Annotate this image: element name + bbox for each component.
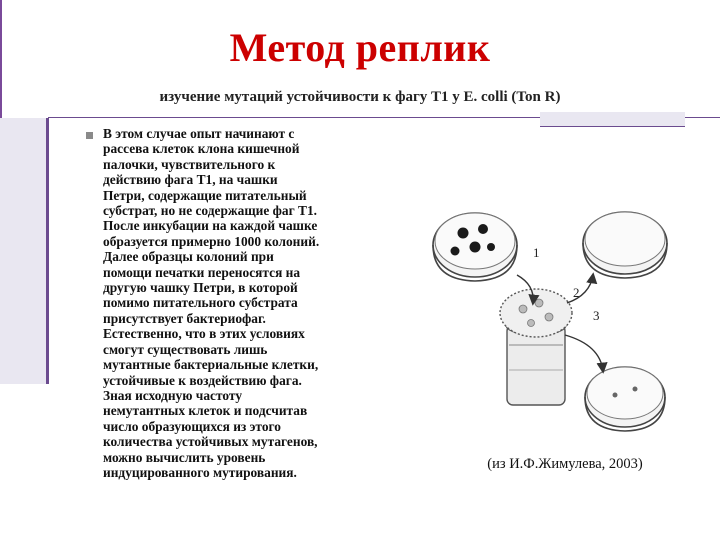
replica-plating-illustration xyxy=(425,185,675,440)
decor-left-panel-line xyxy=(46,118,49,384)
decor-top-right-panel xyxy=(540,112,685,127)
step-label-1: 1 xyxy=(533,245,540,260)
colony xyxy=(487,243,495,251)
step-label-3: 3 xyxy=(593,308,600,323)
colony xyxy=(478,224,488,234)
slide-subtitle: изучение мутаций устойчивости к фагу T1 у E. colli (Ton R) xyxy=(159,89,561,105)
velvet-stamp xyxy=(500,289,572,405)
figure-caption: (из И.Ф.Жимулева, 2003) xyxy=(487,456,643,472)
petri-dish-source xyxy=(433,213,517,281)
bullet-icon xyxy=(86,132,93,139)
decor-left-panel xyxy=(0,118,48,384)
slide-title: Метод реплик xyxy=(229,25,491,70)
colony xyxy=(458,228,469,239)
colony xyxy=(470,242,481,253)
petri-dish-replica xyxy=(583,212,667,278)
step-label-2: 2 xyxy=(573,285,580,300)
body-paragraph: В этом случае опыт начинают с рассева клеток клона кишечной палочки, чувствительного к действию фага T1, на чашки Петри, содержащие питательный субстрат, но не содержащие фаг T1. После инкубации на каждой чашке образуется примерно 1000 колоний. Далее образцы колоний при помощи печатки переносятся на другую чашку Петри, в которой помимо питательного субстрата присутствует бактериофаг. Естественно, что в этих условиях смогут существовать лишь мутантные бактериальные клетки, устойчивые к воздействию фага. Зная исходную частоту немутантных клеток и подсчитав число образующихся из этого количества устойчивых мутагенов, можно вычислить уровень индуцированного мутирования. xyxy=(103,126,320,480)
petri-dish-phage xyxy=(585,367,665,431)
colony xyxy=(451,247,460,256)
